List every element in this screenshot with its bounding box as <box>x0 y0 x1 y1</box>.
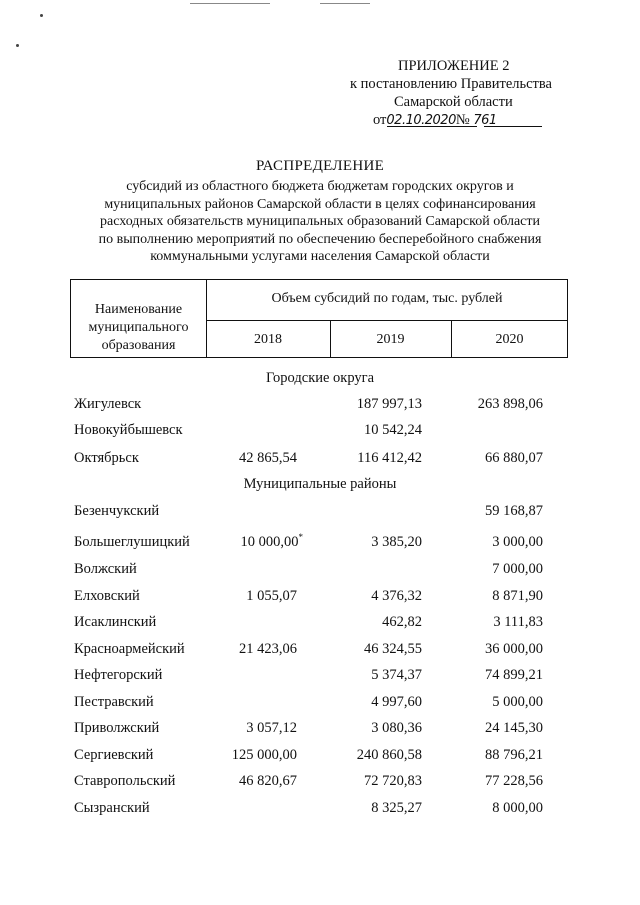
table-row <box>0 422 640 442</box>
row-value-2020: 88 796,21 <box>485 747 543 763</box>
handwritten-date: 02.10.2020 <box>386 113 456 128</box>
table-row <box>0 561 640 581</box>
row-name: Большеглушицкий <box>74 534 190 550</box>
row-name: Безенчукский <box>74 503 160 519</box>
footnote-mark: * <box>298 532 303 542</box>
document-subtitle <box>70 178 570 266</box>
row-value-2020: 24 145,30 <box>485 720 543 736</box>
appendix-title: ПРИЛОЖЕНИЕ 2 <box>398 58 510 74</box>
row-name: Новокуйбышевск <box>74 422 183 438</box>
row-value-2019: 8 325,27 <box>371 800 422 816</box>
table-row <box>0 641 640 661</box>
header-name-line: Наименование <box>94 302 183 317</box>
header-divider <box>206 320 567 321</box>
appendix-date-line <box>373 111 497 130</box>
table-row <box>0 667 640 687</box>
header-name-line: образования <box>101 338 176 353</box>
table-row <box>0 694 640 714</box>
row-value-2019: 46 324,55 <box>364 641 422 657</box>
subtitle-line: расходных обязательств муниципальных образований Самарской области <box>99 214 541 230</box>
row-value-2020: 74 899,21 <box>485 667 543 683</box>
row-name: Приволжский <box>74 720 160 736</box>
row-name: Октябрьск <box>74 450 139 466</box>
row-name: Пестравский <box>74 694 154 710</box>
row-value-2019: 187 997,13 <box>356 396 422 412</box>
table-row <box>0 800 640 820</box>
table-row <box>0 503 640 523</box>
row-name: Жигулевск <box>74 396 142 412</box>
header-year-2019: 2019 <box>376 332 405 347</box>
header-name-line: муниципального <box>88 320 189 335</box>
row-value-2019: 10 542,24 <box>364 422 422 438</box>
row-value-2019: 4 376,32 <box>371 588 422 604</box>
table-row <box>0 747 640 767</box>
row-value-2019: 3 080,36 <box>371 720 422 736</box>
table-row <box>0 720 640 740</box>
number-prefix: № <box>455 112 470 128</box>
row-name: Ставропольский <box>74 773 176 789</box>
header-year-2018: 2018 <box>254 332 282 347</box>
header-group-column: Объем субсидий по годам, тыс. рублей <box>271 291 503 306</box>
number-underline <box>484 126 542 127</box>
row-value-2018: 46 820,67 <box>239 773 297 789</box>
row-name: Елховский <box>74 588 140 604</box>
row-value-2019: 3 385,20 <box>371 534 422 550</box>
row-name: Сызранский <box>74 800 150 816</box>
table-row <box>0 396 640 416</box>
row-value-2020: 8 871,90 <box>492 588 543 604</box>
table-row <box>0 588 640 608</box>
row-value-2020: 5 000,00 <box>492 694 543 710</box>
appendix-region: Самарской области <box>394 94 513 110</box>
appendix-resolution: к постановлению Правительства <box>350 76 552 92</box>
row-name: Волжский <box>74 561 137 577</box>
date-prefix: от <box>373 112 387 128</box>
row-value-2020: 263 898,06 <box>477 396 543 412</box>
subtitle-line: муниципальных районов Самарской области в целях софинансирования <box>104 196 536 212</box>
row-value-2020: 66 880,07 <box>485 450 543 466</box>
row-value-2019: 462,82 <box>382 614 422 630</box>
row-name: Красноармейский <box>74 641 185 657</box>
row-name: Сергиевский <box>74 747 154 763</box>
row-value-2019: 240 860,58 <box>356 747 422 763</box>
row-value-2020: 36 000,00 <box>485 641 543 657</box>
row-name: Исаклинский <box>74 614 157 630</box>
row-value-2018-number: 10 000,00 <box>240 534 299 550</box>
row-value-2019: 5 374,37 <box>371 667 422 683</box>
section-label-city-districts: Городские округа <box>265 370 375 386</box>
row-value-2018: 42 865,54 <box>239 450 297 466</box>
table-header <box>70 279 568 358</box>
table-row <box>0 450 640 470</box>
scan-artifact-dot <box>16 44 19 47</box>
subtitle-line: субсидий из областного бюджета бюджетам городских округов и <box>126 179 514 194</box>
row-value-2018: 125 000,00 <box>231 747 297 763</box>
subtitle-line: по выполнению мероприятий по обеспечению бесперебойного снабжения <box>98 231 542 247</box>
row-value-2019: 72 720,83 <box>364 773 422 789</box>
table-row <box>0 773 640 793</box>
header-year-2020: 2020 <box>495 332 524 347</box>
section-label-municipal-districts: Муниципальные районы <box>243 476 397 492</box>
row-value-2020: 3 000,00 <box>492 534 543 550</box>
row-value-2020: 77 228,56 <box>485 773 543 789</box>
date-underline <box>387 126 477 127</box>
document-title: РАСПРЕДЕЛЕНИЕ <box>255 158 385 174</box>
scan-artifact-dot <box>40 14 43 17</box>
table-row <box>0 534 640 554</box>
row-value-2020: 8 000,00 <box>492 800 543 816</box>
row-value-2018: 3 057,12 <box>246 720 297 736</box>
row-value-2018: 21 423,06 <box>239 641 297 657</box>
scan-artifact-top-left <box>190 3 270 4</box>
row-value-2019: 116 412,42 <box>357 450 422 466</box>
row-value-2019: 4 997,60 <box>371 694 422 710</box>
row-value-2020: 7 000,00 <box>492 561 543 577</box>
row-value-2018: 1 055,07 <box>246 588 297 604</box>
subtitle-line: коммунальными услугами населения Самарской области <box>150 249 490 265</box>
row-value-2020: 3 111,83 <box>493 614 543 630</box>
row-name: Нефтегорский <box>74 667 163 683</box>
row-value-2020: 59 168,87 <box>485 503 543 519</box>
table-row <box>0 614 640 634</box>
header-name-column <box>71 301 206 355</box>
handwritten-number: 761 <box>473 113 497 128</box>
scan-artifact-top-right <box>320 3 370 4</box>
row-value-2018 <box>241 534 304 551</box>
